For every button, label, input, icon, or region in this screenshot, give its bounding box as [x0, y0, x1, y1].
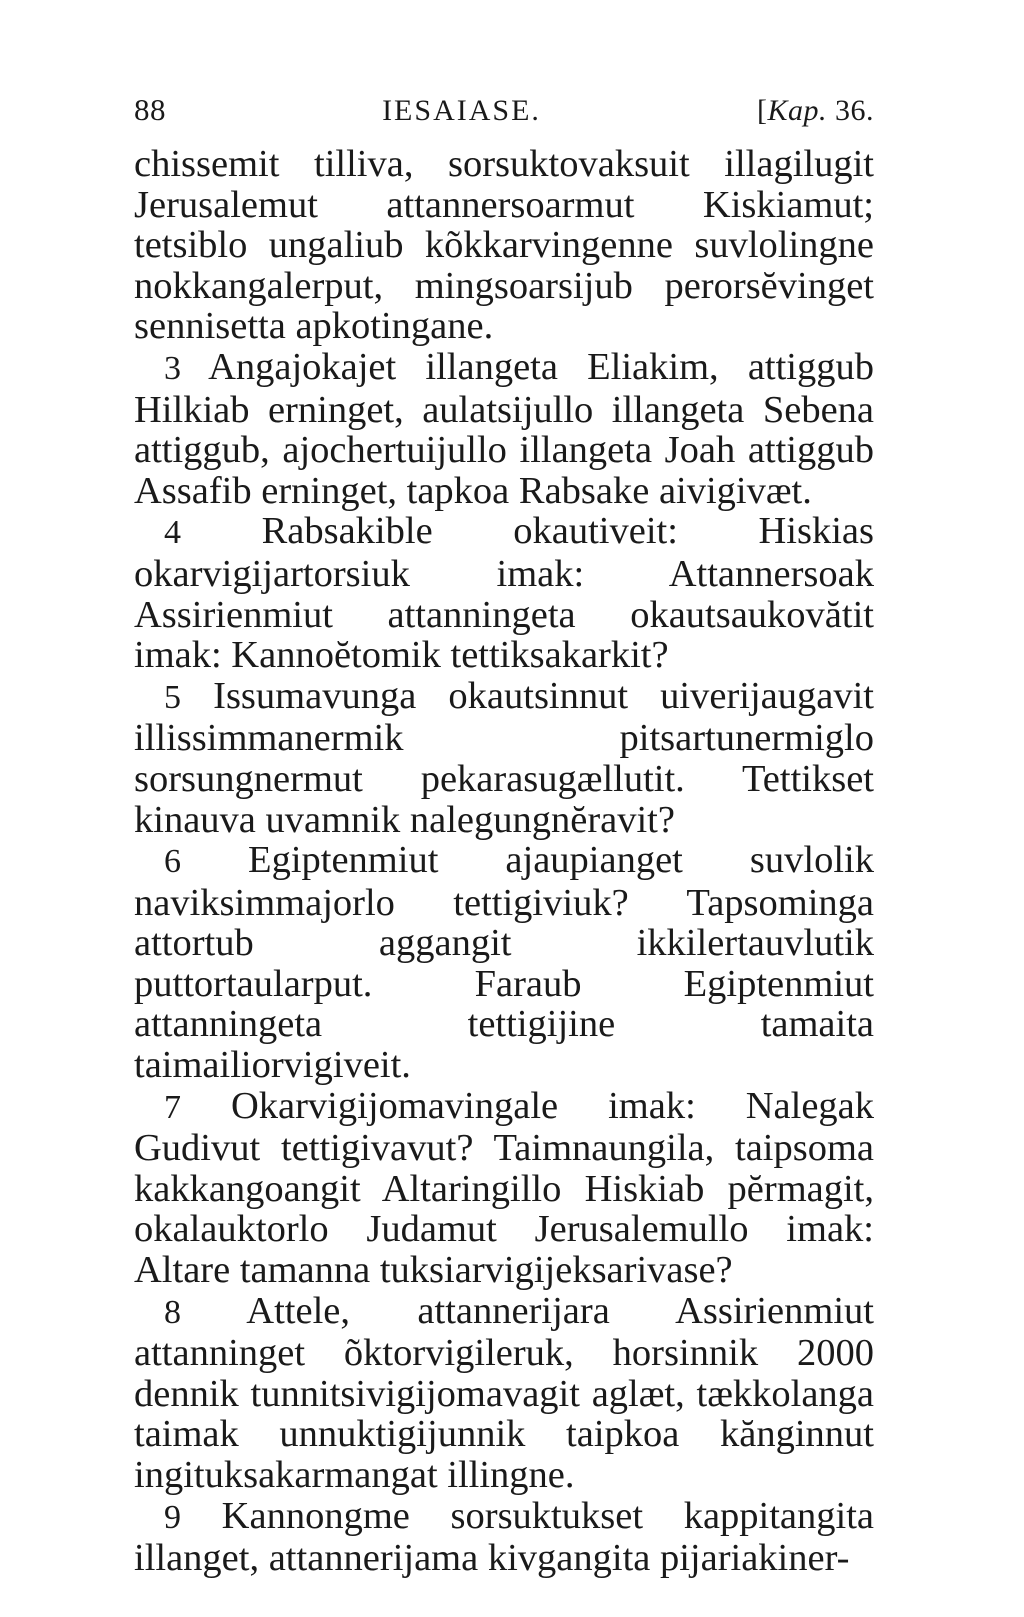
verse-text: Angajokajet illangeta Eliakim, attiggub Hilkiab erninget, aulatsijullo illangeta Sebena attiggub, ajochertuijullo illangeta Joah attiggub Assafib erninget, tapkoa Rabsake aivigivæt.	[134, 345, 874, 512]
verse-text: Attele, attannerijara Assirienmiut attanninget õktorvigileruk, horsinnik 2000 dennik tunnitsivigijomavagit aglæt, tækkolanga taimak unnuktigijunnik taipkoa kănginnut ingituksakarmangat illingne.	[134, 1289, 874, 1496]
running-head	[134, 92, 874, 144]
verse-text: Kannongme sorsuktukset kappitangita illanget, attannerijama kivgangita pijariakiner-	[134, 1494, 874, 1580]
verse-9	[134, 1496, 874, 1579]
verse-text: Egiptenmiut ajaupianget suvlolik naviksimmajorlo tettigiviuk? Tapsominga attortub aggangit ikkilertauvlutik puttortaularput. Faraub Egiptenmiut attanningeta tettigijine tamaita taimailiorvigiveit.	[134, 839, 874, 1087]
verse-6	[134, 840, 874, 1086]
chapter-bracket: [	[756, 94, 768, 127]
verse-4	[134, 511, 874, 675]
verse-7	[134, 1086, 874, 1291]
verse-number: 8	[164, 1293, 181, 1331]
verse-number: 3	[164, 349, 181, 387]
verse-3	[134, 347, 874, 511]
body-text	[134, 144, 874, 1579]
verse-text: Okarvigijomavingale imak: Nalegak Gudivut tettigivavut? Taimnaungila, taipsoma kakkangoangit Altaringillo Hiskiab pĕrmagit, okalauktorlo Judamut Jerusalemullo imak: Altare tamanna tuksiarvigijeksarivase?	[134, 1084, 874, 1292]
verse-5	[134, 676, 874, 840]
book-page	[134, 92, 874, 1579]
paragraph-continuation	[134, 144, 874, 347]
chapter-number: 36.	[834, 94, 874, 127]
book-title: IESAIASE.	[382, 94, 541, 127]
chapter-marker	[757, 94, 874, 128]
verse-8	[134, 1291, 874, 1496]
page-number: 88	[134, 92, 166, 127]
verse-text: Rabsakible okautiveit: Hiskias okarvigijartorsiuk imak: Attannersoak Assirienmiut attanningeta okautsaukovătit imak: Kannoĕtomik tettiksakarkit?	[134, 510, 874, 677]
verse-number: 7	[164, 1088, 181, 1126]
verse-number: 4	[164, 514, 181, 552]
verse-number: 9	[164, 1498, 181, 1536]
paragraph-text: chissemit tilliva, sorsuktovaksuit illagilugit Jerusalemut attannersoarmut Kiskiamut; tetsiblo ungaliub kõkkarvingenne suvlolingne nokkangalerput, mingsoarsijub perorsĕvinget sennisetta apkotingane.	[134, 143, 874, 348]
verse-number: 6	[164, 843, 181, 881]
verse-text: Issumavunga okautsinnut uiverijaugavit illissimmanermik pitsartunermiglo sorsungnermut pekarasugællutit. Tettikset kinauva uvamnik nalegungnĕravit?	[134, 674, 875, 841]
chapter-label: Kap.	[767, 94, 827, 127]
verse-number: 5	[164, 678, 181, 716]
